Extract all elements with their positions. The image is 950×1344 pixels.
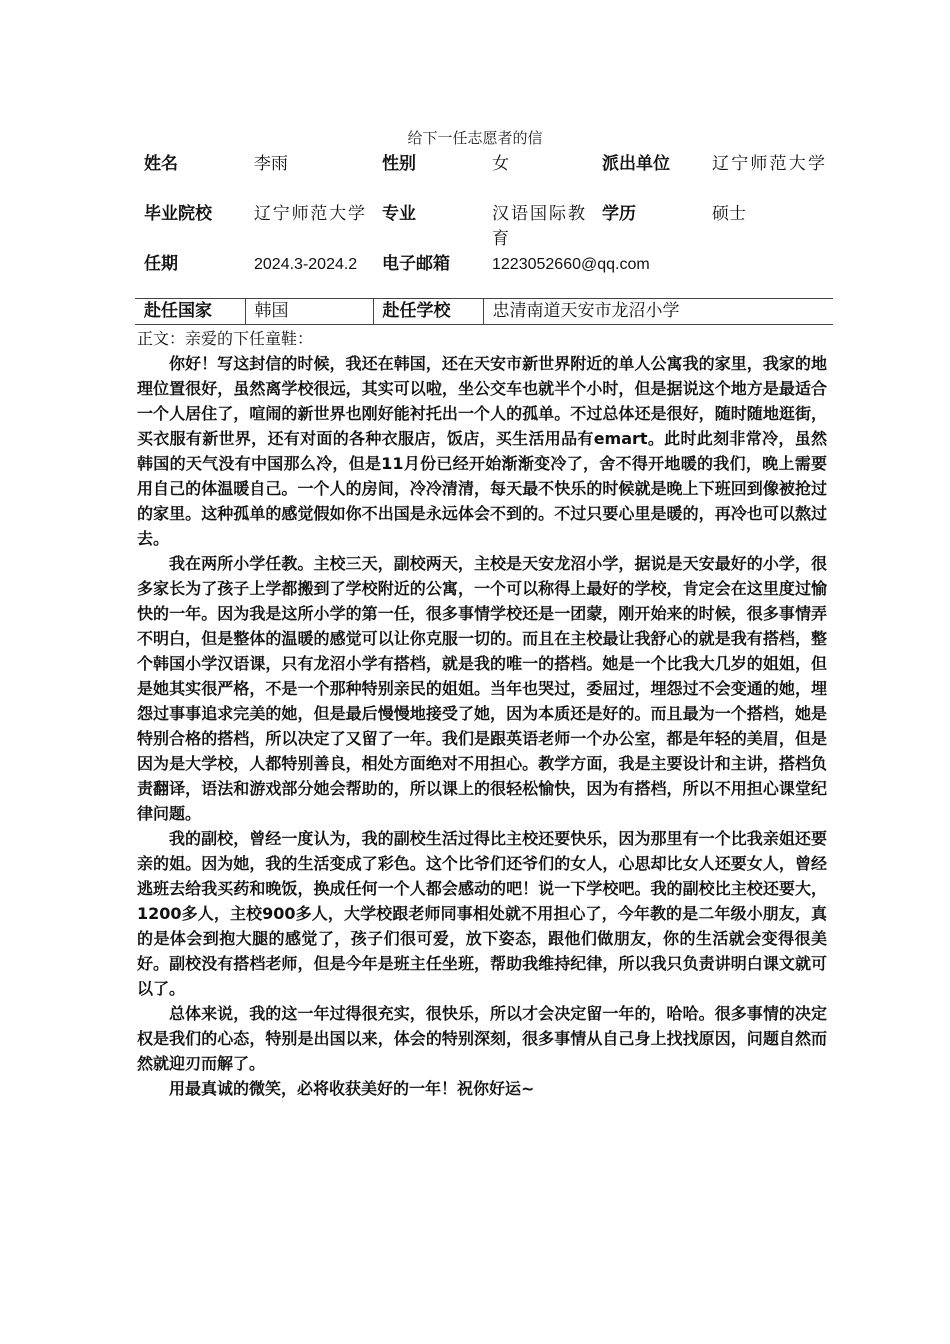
- degree-value: 硕士: [712, 204, 746, 224]
- info-row: [135, 252, 833, 299]
- email-value: 1223052660@qq.com: [492, 256, 650, 273]
- info-row: [135, 150, 833, 202]
- letter-paragraph: 总体来说，我的这一年过得很充实，很快乐，所以才会决定留一年的，哈哈。很多事情的决定权是我们的心态，特别是出国以来，体会的特别深刻，很多事情从自己身上找找原因，问题自然而然就迎刃而解了。: [137, 1004, 827, 1073]
- degree-label: 学历: [602, 204, 636, 224]
- term-label: 任期: [144, 254, 178, 274]
- post-school-label: 赴任学校: [373, 299, 483, 325]
- letter-paragraph: 你好！写这封信的时候，我还在韩国，还在天安市新世界附近的单人公寓我的家里，我家的地理位置很好，虽然离学校很远，其实可以啦，坐公交车也就半个小时，但是据说这个地方是最适合一个人居住了，喧闹的新世界也刚好能衬托出一个人的孤单。不过总体还是很好，随时随地逛街，买衣服有新世界，还有对面的各种衣服店，饭店，买生活用品有emart。此时此刻非常冷，虽然韩国的天气没有中国那么冷，但是11月份已经开始渐渐变冷了，舍不得开地暖的我们，晚上需要用自己的体温暖自己。一个人的房间，冷冷清清，每天最不快乐的时候就是晚上下班回到像被抢过的家里。这种孤单的感觉假如你不出国是永远体会不到的。不过只要心里是暖的，再冷也可以熬过去。: [137, 354, 827, 548]
- country-label: 赴任国家: [135, 299, 245, 325]
- term-value: 2024.3-2024.2: [254, 256, 358, 273]
- info-row: [135, 202, 833, 252]
- unit-value: 辽宁师范大学: [712, 154, 825, 174]
- gender-value: 女: [492, 154, 509, 174]
- email-label: 电子邮箱: [382, 254, 450, 274]
- gender-label: 性别: [382, 154, 416, 174]
- name-value: 李雨: [254, 154, 288, 174]
- major-label: 专业: [382, 204, 416, 224]
- info-row: [135, 299, 833, 325]
- letter-paragraph: 我在两所小学任教。主校三天，副校两天，主校是天安龙沼小学，据说是天安最好的小学，很多家长为了孩子上学都搬到了学校附近的公寓，一个可以称得上最好的学校，肯定会在这里度过愉快的一年。因为我是这所小学的第一任，很多事情学校还是一团蒙，刚开始来的时候，很多事情弄不明白，但是整体的温暖的感觉可以让你克服一切的。而且在主校最让我舒心的就是我有搭档，整个韩国小学汉语课，只有龙沼小学有搭档，就是我的唯一的搭档。她是一个比我大几岁的姐姐，但是她其实很严格，不是一个那种特别亲民的姐姐。当年也哭过，委屈过，埋怨过不会变通的她，埋怨过事事追求完美的她，但是最后慢慢地接受了她，因为本质还是好的。而且最为一个搭档，她是特别合格的搭档，所以决定了又留了一年。我们是跟英语老师一个办公室，都是年轻的美眉，但是因为是大学校，人都特别善良，相处方面绝对不用担心。教学方面，我是主要设计和主讲，搭档负责翻译，语法和游戏部分她会帮助的，所以课上的很轻松愉快，因为有搭档，所以不用担心课堂纪律问题。: [137, 554, 827, 823]
- school-value: 辽宁师范大学: [254, 204, 365, 224]
- letter-paragraph: 用最真诚的微笑，必将收获美好的一年！祝你好运~: [169, 1079, 535, 1098]
- volunteer-info-table: [135, 150, 833, 325]
- unit-label: 派出单位: [602, 154, 670, 174]
- document-title: 给下一任志愿者的信: [407, 129, 543, 147]
- name-label: 姓名: [144, 154, 178, 174]
- school-label: 毕业院校: [144, 204, 212, 224]
- letter-salutation: 正文：亲爱的下任童鞋：: [137, 329, 314, 348]
- country-value: 韩国: [245, 299, 373, 325]
- post-school-value: 忠清南道天安市龙沼小学: [483, 299, 833, 325]
- letter-paragraph: 我的副校，曾经一度认为，我的副校生活过得比主校还要快乐，因为那里有一个比我亲姐还要亲的姐。因为她，我的生活变成了彩色。这个比爷们还爷们的女人，心思却比女人还要女人，曾经逃班去给我买药和晚饭，换成任何一个人都会感动的吧！说一下学校吧。我的副校比主校还要大，1200多人，主校900多人，大学校跟老师同事相处就不用担心了，今年教的是二年级小朋友，真的是体会到抱大腿的感觉了，孩子们很可爱，放下姿态，跟他们做朋友，你的生活就会变得很美好。副校没有搭档老师，但是今年是班主任坐班，帮助我维持纪律，所以我只负责讲明白课文就可以了。: [137, 829, 827, 998]
- major-value: 汉语国际教育: [492, 204, 585, 249]
- letter-body: [137, 326, 827, 1101]
